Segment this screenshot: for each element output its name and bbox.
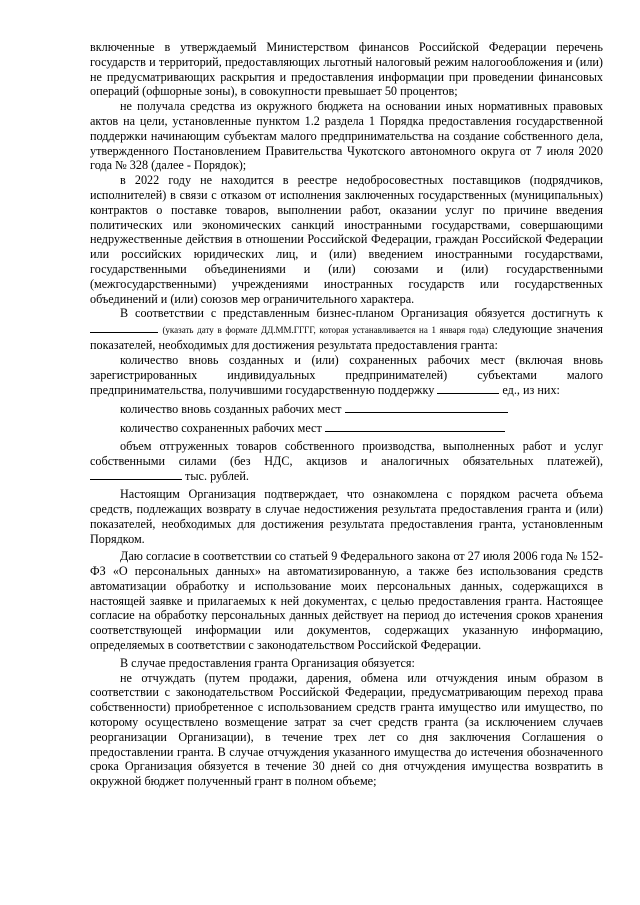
paragraph-no-funds: не получала средства из окружного бюджета на основании иных нормативных правовых актов на цели, установленные пунктом 1.2 раздела 1 Порядка предоставления государственной поддержки начинающим субъектам малого предпринимательства на создание собственного дела, утвержденного Постановлением Правительства Чукотского автономного округа от 7 июля 2020 года № 328 (далее - Порядок);	[90, 99, 603, 173]
jobs-total-unit: ед., из них:	[499, 383, 560, 398]
volume-blank	[90, 468, 182, 480]
jobs-new-text: количество вновь созданных рабочих мест	[120, 402, 345, 417]
paragraph-registry: в 2022 году не находится в реестре недобросовестных поставщиков (подрядчиков, исполнителей) в связи с отказом от исполнения заключенных государственных (муниципальных) контрактов о поставке товаров, выполнении работ, оказании услуг по причине введения политических или экономических санкций иностранными государствами, совершающими недружественные действия в отношении Российской Федерации, граждан Российской Федерации или российских юридических лиц, и (или) введением иностранными государствами, государственными объединениями и (или) союзами и (или) государственными (межгосударственными) учреждениями иностранных государств или государственных объединений и (или) союзов мер ограничительного характера.	[90, 173, 603, 306]
paragraph-business-plan	[90, 306, 603, 352]
business-plan-text-end: следующие значения показателей, необходимых для достижения результата предоставления гранта:	[90, 322, 603, 352]
jobs-kept-text: количество сохраненных рабочих мест	[120, 420, 325, 435]
jobs-kept-blank	[325, 420, 505, 432]
paragraph-volume	[90, 439, 603, 484]
volume-unit: тыс. рублей.	[182, 469, 249, 484]
jobs-total-blank	[437, 382, 499, 394]
paragraph-confirmation: Настоящим Организация подтверждает, что ознакомлена с порядком расчета объема средств, подлежащих возврату в случае недостижения результата предоставления гранта и (или) показателей, необходимых для достижения результата предоставления гранта, установленным Порядком.	[90, 487, 603, 546]
date-hint: (указать дату в формате ДД.ММ.ГГГГ, которая устанавливается на 1 января года)	[162, 325, 489, 336]
paragraph-jobs-total	[90, 353, 603, 398]
date-blank	[90, 321, 158, 333]
paragraph-obligations-intro: В случае предоставления гранта Организация обязуется:	[120, 655, 415, 670]
paragraph-consent: Даю согласие в соответствии со статьей 9 Федерального закона от 27 июля 2006 года № 152-ФЗ «О персональных данных» на автоматизированную, а также без использования средств автоматизации обработку и использование моих персональных данных, содержащихся в настоящей заявке и прилагаемых к ней документах, с целью предоставления гранта. Настоящее согласие на обработку персональных данных действует на период до истечения сроков хранения соответствующей информации или документов, содержащих указанную информацию, определяемых в соответствии с законодательством Российской Федерации.	[90, 549, 603, 653]
paragraph-offshore: включенные в утверждаемый Министерством финансов Российской Федерации перечень государств и территорий, предоставляющих льготный налоговый режим налогообложения и (или) не предусматривающих раскрытия и предоставления информации при проведении финансовых операций (офшорные зоны), в совокупности превышает 50 процентов;	[90, 40, 603, 99]
volume-text: объем отгруженных товаров собственного производства, выполненных работ и услуг собственными силами (без НДС, акцизов и аналогичных обязательных платежей),	[90, 438, 603, 468]
jobs-total-text: количество вновь созданных и (или) сохраненных рабочих мест (включая вновь зарегистрированных индивидуальных предпринимателей) субъектами малого предпринимательства, получившими государственную поддержку	[90, 352, 603, 398]
jobs-new-blank	[345, 401, 508, 413]
business-plan-text: В соответствии с представленным бизнес-планом Организация обязуется достигнуть к	[120, 306, 603, 321]
document-body	[90, 40, 603, 789]
paragraph-jobs-kept	[90, 420, 603, 436]
paragraph-jobs-new	[90, 401, 603, 417]
paragraph-no-alienation: не отчуждать (путем продажи, дарения, обмена или отчуждения иным образом в соответствии с законодательством Российской Федерации, предусматривающим переход права собственности) приобретенное с использованием средств гранта имущество или имущество, по которому осуществлено возмещение затрат за счет средств гранта (за исключением случаев реорганизации Организации), в течение трех лет со дня заключения Соглашения о предоставлении гранта. В случае отчуждения указанного имущества до истечения обозначенного срока Организация обязуется в течение 30 дней со дня отчуждения имущества возвратить в окружной бюджет полученный грант в полном объеме;	[90, 670, 603, 789]
